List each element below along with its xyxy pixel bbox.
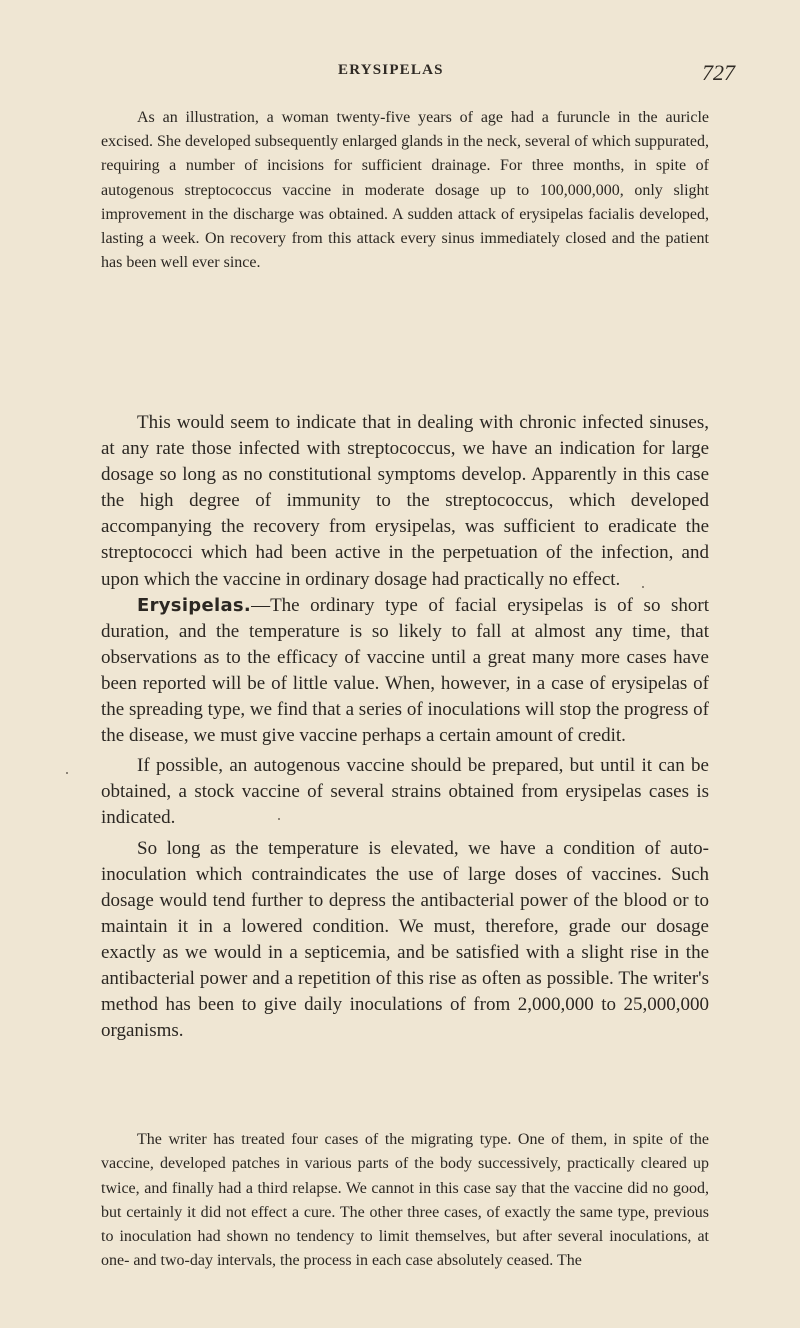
page-number: 727 <box>702 60 735 85</box>
running-title: ERYSIPELAS <box>338 62 444 78</box>
paragraph-chronic-sinuses: This would seem to indicate that in dealing with chronic infected sinuses, at any rate those infected with streptococcus, we have an indication for large dosage so long as no constitutional symptoms develop. Apparently in this case the high degree of immunity to the streptococcus, which developed accompanying the recovery from erysipelas, was sufficient to eradicate the streptococci which had been active in the perpetuation of the infection, and upon which the vaccine in ordinary dosage had practically no effect. <box>101 412 709 590</box>
small-text-block-top <box>101 106 709 275</box>
section-body-erysipelas: —The ordinary type of facial erysipelas is of so short duration, and the temperature is so likely to fall at almost any time, that observations as to the efficacy of vaccine until a great many more cases have been reported will be of little value. When, however, in a case of erysipelas of the spreading type, we find that a series of inoculations will stop the progress of the disease, we must give vaccine perhaps a certain amount of credit. <box>101 594 709 747</box>
main-text-block <box>101 410 709 1044</box>
paragraph-erysipelas-section <box>101 593 709 750</box>
paragraph-autogenous-vaccine: If possible, an autogenous vaccine should be prepared, but until it can be obtained, a stock vaccine of several strains obtained from erysipelas cases is indicated. <box>101 755 709 829</box>
paper-speck <box>642 586 644 588</box>
small-text-block-bottom <box>101 1128 709 1274</box>
section-heading-erysipelas: Erysipelas. <box>137 594 252 616</box>
paragraph-temperature-dosage: So long as the temperature is elevated, we have a condition of auto-inoculation which contraindicates the use of large doses of vaccines. Such dosage would tend further to depress the antibacterial power of the blood or to maintain it in a lowered condition. We must, therefore, grade our dosage exactly as we would in a septicemia, and be satisfied with a slight rise in the antibacterial power and a repetition of this rise as often as possible. The writer's method has been to give daily inoculations of from 2,000,000 to 25,000,000 organisms. <box>101 837 709 1042</box>
paragraph-illustration-case: As an illustration, a woman twenty-five years of age had a furuncle in the auricle excised. She developed subsequently enlarged glands in the neck, several of which suppurated, requiring a number of incisions for sufficient drainage. For three months, in spite of autogenous streptococcus vaccine in moderate dosage up to 100,000,000, only slight improvement in the discharge was obtained. A sudden attack of erysipelas facialis developed, lasting a week. On recovery from this attack every sinus immediately closed and the patient has been well ever since. <box>101 109 709 272</box>
paragraph-migrating-type: The writer has treated four cases of the migrating type. One of them, in spite of the vaccine, developed patches in various parts of the body successively, practically cleared up twice, and finally had a third relapse. We cannot in this case say that the vaccine did no good, but certainly it did not effect a cure. The other three cases, of exactly the same type, previous to inoculation had shown no tendency to limit themselves, but after several inoculations, at one- and two-day intervals, the process in each case absolutely ceased. The <box>101 1131 709 1270</box>
paper-speck <box>278 818 280 820</box>
paper-speck <box>66 772 68 774</box>
